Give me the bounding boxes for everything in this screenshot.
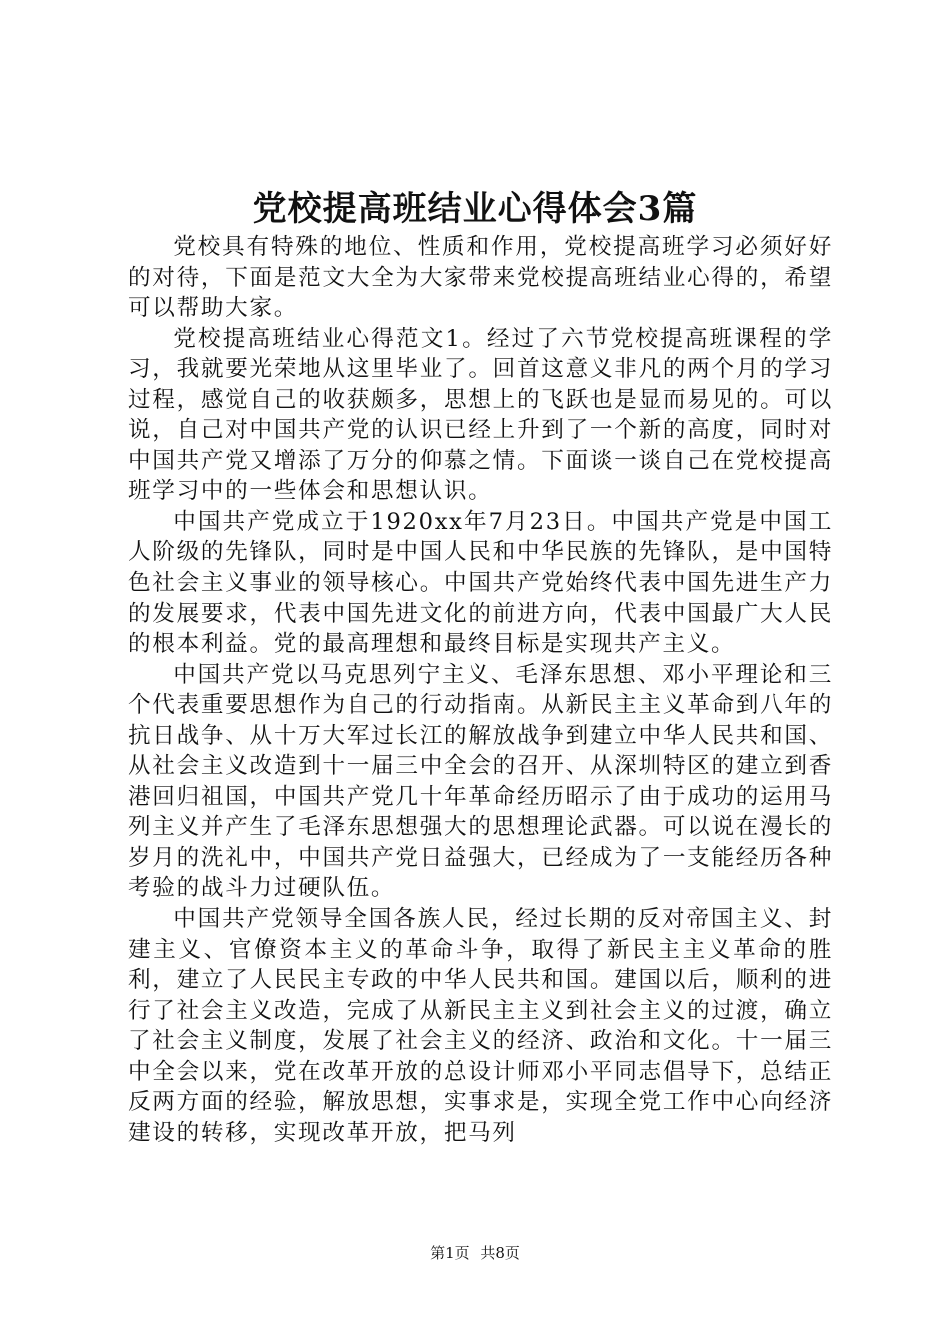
document-body [128,232,833,1148]
document-title: 党校提高班结业心得体会3篇 [252,189,698,229]
paragraph: 中国共产党领导全国各族人民，经过长期的反对帝国主义、封建主义、官僚资本主义的革命斗争，取得了新民主主义革命的胜利，建立了人民民主专政的中华人民共和国。建国以后，顺利的进行了社会主义改造，完成了从新民主主义到社会主义的过渡，确立了社会主义制度，发展了社会主义的经济、政治和文化。十一届三中全会以来，党在改革开放的总设计师邓小平同志倡导下，总结正反两方面的经验，解放思想，实事求是，实现全党工作中心向经济建设的转移，实现改革开放，把马列 [128,906,833,1146]
page-number: 第1页 [430,1244,470,1262]
paragraph: 党校提高班结业心得范文1。经过了六节党校提高班课程的学习，我就要光荣地从这里毕业了。回首这意义非凡的两个月的学习过程，感觉自己的收获颇多，思想上的飞跃也是显而易见的。可以说，自己对中国共产党的认识已经上升到了一个新的高度，同时对中国共产党又增添了万分的仰慕之情。下面谈一谈自己在党校提高班学习中的一些体会和思想认识。 [128,325,833,505]
page-footer [0,1243,950,1263]
page-total: 共8页 [480,1244,520,1262]
paragraph: 党校具有特殊的地位、性质和作用，党校提高班学习必须好好的对待，下面是范文大全为大家带来党校提高班结业心得的，希望可以帮助大家。 [128,234,833,322]
paragraph: 中国共产党以马克思列宁主义、毛泽东思想、邓小平理论和三个代表重要思想作为自己的行动指南。从新民主主义革命到八年的抗日战争、从十万大军过长江的解放战争到建立中华人民共和国、从社会主义改造到十一届三中全会的召开、从深圳特区的建立到香港回归祖国，中国共产党几十年革命经历昭示了由于成功的运用马列主义并产生了毛泽东思想强大的思想理论武器。可以说在漫长的岁月的洗礼中，中国共产党日益强大，已经成为了一支能经历各种考验的战斗力过硬队伍。 [128,661,833,902]
paragraph: 中国共产党成立于1920xx年7月23日。中国共产党是中国工人阶级的先锋队，同时是中国人民和中华民族的先锋队，是中国特色社会主义事业的领导核心。中国共产党始终代表中国先进生产力的发展要求，代表中国先进文化的前进方向，代表中国最广大人民的根本利益。党的最高理想和最终目标是实现共产主义。 [128,508,833,658]
